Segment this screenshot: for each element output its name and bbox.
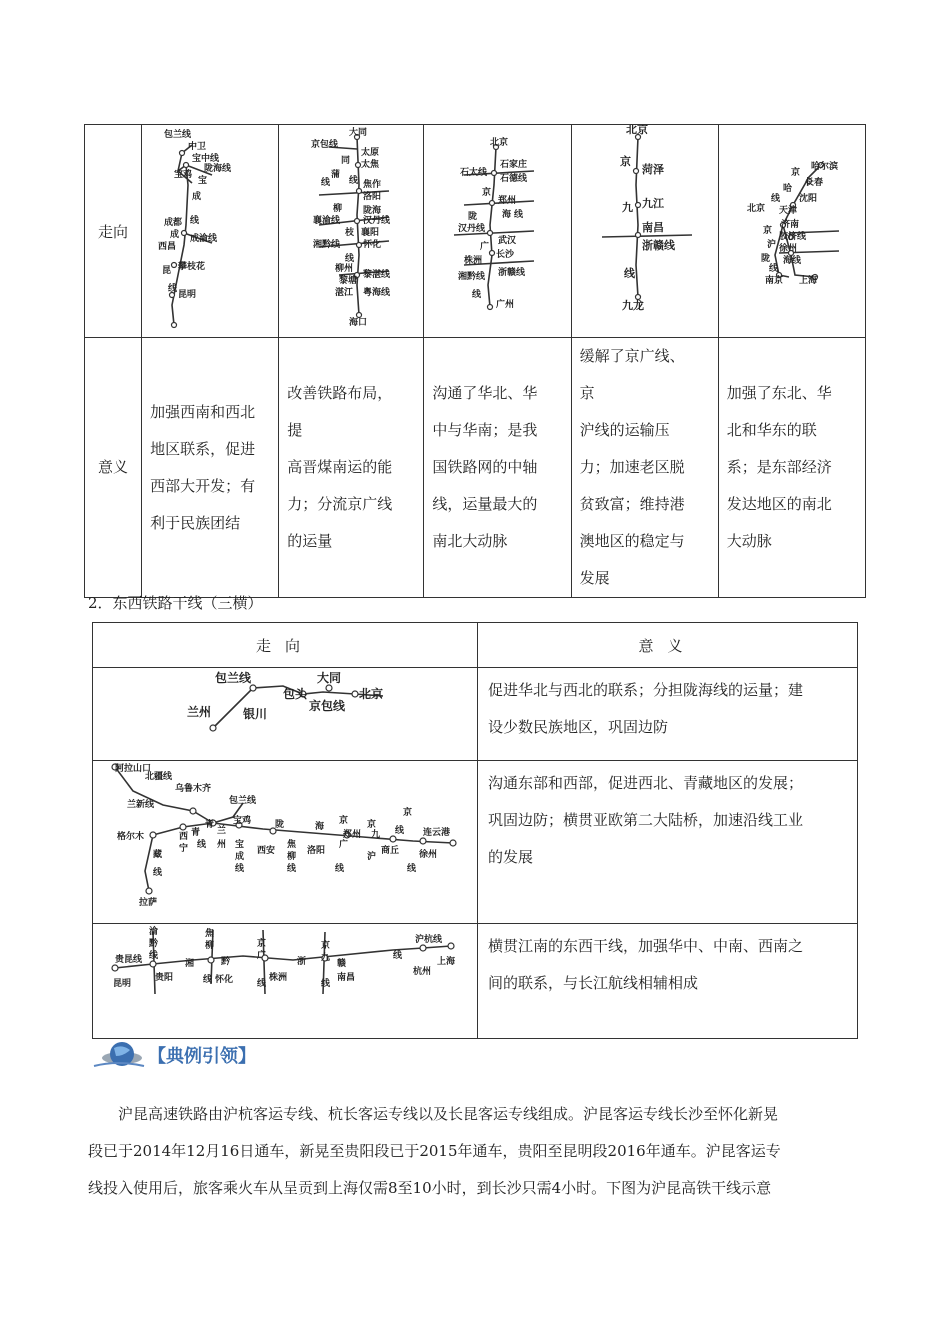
map-label: 沪 — [367, 852, 377, 862]
map-huhang-zhegan — [93, 924, 478, 1039]
station-dot — [352, 691, 358, 697]
map-label: 京 — [762, 226, 772, 236]
map-label: 的运量 — [287, 532, 333, 550]
map-label: 成 — [170, 230, 180, 240]
map-label: 线 — [623, 267, 635, 280]
station-dot — [450, 840, 456, 846]
map-label: 上海 — [798, 276, 817, 286]
map-label: 九 — [621, 201, 633, 214]
station-dot — [150, 832, 156, 838]
station-dot — [180, 824, 186, 830]
map-label: 格尔木 — [117, 832, 145, 842]
map-label: 浙 — [297, 957, 307, 967]
station-dot — [488, 305, 493, 310]
map-label: 京 — [579, 384, 595, 402]
map-label: 京包线 — [311, 140, 339, 150]
map-label: 贵阳 — [155, 973, 174, 983]
map-label: 哈 — [782, 184, 792, 194]
direction-row — [85, 125, 866, 338]
map-label: 横贯江南的东西干线，加强华中、中南、西南之 — [488, 937, 804, 955]
map-label: 大同 — [317, 671, 342, 685]
map-label: 九 — [371, 830, 381, 840]
map-label: 西昌 — [158, 242, 177, 252]
map-lanxin-longhai — [93, 761, 478, 924]
ew-row-3 — [93, 924, 858, 1039]
row-header-direction: 走向 — [85, 125, 142, 338]
map-label: 利于民族团结 — [150, 513, 241, 532]
map-label: 线 — [393, 951, 403, 961]
map-label: 澳地区的稳定与 — [579, 532, 685, 550]
railway-map-longhai — [93, 761, 477, 919]
map-label: 昆明 — [113, 979, 132, 989]
map-label: 京 — [367, 820, 377, 830]
map-label: 发达地区的南北 — [726, 495, 832, 513]
map-label: 襄渝线 — [313, 216, 341, 226]
meaning-2 — [279, 338, 424, 598]
map-label: 怀化 — [363, 240, 382, 250]
map-label: 兰州 — [187, 705, 212, 719]
station-dot — [355, 219, 360, 224]
map-label: 西安 — [257, 846, 276, 856]
station-dot — [357, 313, 362, 318]
map-label: 贵昆线 — [115, 955, 143, 965]
station-dot — [420, 838, 426, 844]
map-label: 石太线 — [460, 168, 488, 178]
map-label: 粤海线 — [363, 288, 391, 298]
meaning-5 — [718, 338, 865, 598]
map-label: 沪杭线 — [415, 935, 443, 945]
map-label: 线 — [349, 176, 359, 186]
map-label: 提 — [287, 421, 303, 439]
map-label: 连云港 — [423, 828, 451, 838]
map-label: 京包线 — [309, 699, 346, 713]
map-label: 兰 — [217, 826, 227, 836]
map-label: 武汉 — [498, 236, 517, 246]
map-label: 线 — [203, 975, 213, 985]
map-label: 大动脉 — [726, 532, 772, 550]
map-label: 成 — [235, 852, 245, 862]
meaning-1 — [142, 338, 279, 598]
map-label: 线 — [514, 210, 524, 220]
map-label: 汉丹线 — [363, 216, 391, 226]
map-label: 洛阳 — [363, 192, 382, 202]
map-label: 陇海 — [363, 206, 382, 216]
map-label: 北京 — [625, 125, 648, 136]
map-label: 宝鸡 — [174, 170, 193, 180]
map-label: 长春 — [804, 178, 823, 188]
map-label: 加强西南和西北 — [150, 402, 256, 421]
map-label: 缓解了京广线、 — [579, 347, 685, 365]
map-label: 柳 — [205, 941, 215, 951]
map-label: 的发展 — [488, 848, 534, 866]
map-label: 间的联系，与长江航线相辅相成 — [488, 974, 699, 992]
map-label: 九龙 — [621, 299, 644, 312]
map-baocheng-chengkun — [142, 125, 279, 338]
map-label: 系；是东部经济 — [726, 458, 832, 476]
map-label: 上海 — [437, 957, 456, 967]
map-label: 北京 — [490, 138, 509, 148]
railway-map-3 — [424, 125, 570, 333]
map-label: 浙赣线 — [641, 239, 675, 252]
rail-line — [636, 137, 638, 297]
railway-map-jingbao — [93, 668, 477, 756]
map-label: 九江 — [641, 197, 664, 210]
station-dot — [492, 171, 497, 176]
map-label: 北京 — [359, 687, 384, 701]
east-west-lines-table — [92, 622, 858, 1039]
map-label: 线 — [321, 178, 331, 188]
map-label: 湘 — [185, 959, 195, 969]
map-label: 拉萨 — [139, 898, 158, 908]
map-label: 广州 — [496, 300, 515, 310]
map-label: 南京 — [764, 276, 783, 286]
map-label: 石德线 — [500, 174, 528, 184]
ew-row-2 — [93, 761, 858, 924]
map-label: 焦 — [205, 929, 215, 939]
map-label: 昆 — [162, 266, 172, 276]
map-label: 胶济线 — [778, 232, 806, 242]
map-label: 国铁路网的中轴 — [432, 458, 538, 476]
map-label: 宝中线 — [192, 154, 220, 164]
map-label: 设少数民族地区，巩固边防 — [488, 718, 669, 736]
station-dot — [112, 965, 118, 971]
map-label: 中与华南；是我 — [432, 421, 538, 439]
map-label: 广 — [339, 840, 349, 850]
map-label: 京 — [619, 155, 631, 168]
map-label: 广 — [480, 242, 490, 252]
map-label: 攀枝花 — [178, 262, 206, 272]
map-label: 线 — [768, 264, 778, 274]
map-label: 州 — [217, 840, 227, 850]
map-label: 陇 — [760, 254, 770, 264]
header-meaning: 意义 — [478, 623, 858, 668]
station-dot — [146, 888, 152, 894]
map-label: 海口 — [349, 318, 368, 328]
railway-map-2 — [279, 125, 423, 333]
railway-map-zhegan — [93, 924, 477, 1034]
globe-icon — [88, 1036, 148, 1076]
map-label: 长沙 — [496, 250, 515, 260]
map-label: 地区联系，促进 — [150, 439, 256, 458]
station-dot — [184, 163, 189, 168]
map-label: 哈尔滨 — [810, 162, 838, 172]
map-label: 焦 — [287, 840, 297, 850]
map-label: 枝 — [345, 228, 355, 238]
station-dot — [488, 231, 493, 236]
map-label: 株洲 — [464, 256, 483, 266]
map-label: 兰新线 — [127, 800, 155, 810]
map-label: 包兰线 — [215, 671, 252, 685]
map-label: 中卫 — [188, 142, 207, 152]
map-label: 银川 — [243, 707, 268, 721]
map-label: 同 — [341, 156, 351, 166]
map-label: 线 — [190, 216, 200, 226]
map-label: 沪 — [766, 240, 776, 250]
station-dot — [356, 163, 361, 168]
map-label: 九 — [321, 953, 331, 963]
station-dot — [182, 231, 187, 236]
map-label: 高晋煤南运的能 — [287, 458, 393, 476]
map-label: 襄阳 — [361, 228, 380, 238]
rail-line — [602, 235, 692, 237]
station-dot — [357, 189, 362, 194]
map-label: 京 — [403, 808, 413, 818]
map-jiaoliu — [279, 125, 424, 338]
map-label: 促进华北与西北的联系；分担陇海线的运量；建 — [488, 681, 804, 699]
map-label: 柳 — [333, 204, 343, 214]
ew-meaning-2 — [478, 761, 858, 924]
map-label: 太焦 — [361, 160, 380, 170]
map-jingha-jinghu — [718, 125, 865, 338]
map-label: 怀化 — [215, 975, 234, 985]
map-label: 京 — [482, 188, 492, 198]
map-label: 阿拉山口 — [115, 764, 152, 774]
map-label: 巩固边防；横贯亚欧第二大陆桥，加速沿线工业 — [488, 811, 804, 829]
header-direction: 走向 — [93, 623, 478, 668]
map-label: 段已于2014年12月16日通车，新晃至贵阳段已于2015年通车，贵阳至昆明段2016年通车。沪昆客运专 — [88, 1142, 781, 1160]
map-label: 成都 — [164, 218, 183, 228]
map-label: 线 — [395, 826, 405, 836]
station-dot — [250, 685, 256, 691]
map-label: 线 — [335, 864, 345, 874]
meaning-row — [85, 338, 866, 598]
map-label: 线投入使用后，旅客乘火车从呈贡到上海仅需8至10小时，到长沙只需4小时。下图为沪昆高铁干线示意 — [88, 1179, 772, 1197]
map-label: 沪线的运输压 — [579, 421, 670, 439]
meaning-3 — [424, 338, 571, 598]
map-label: 宝 — [198, 176, 208, 186]
map-label: 沟通东部和西部，促进西北、青藏地区的发展； — [488, 774, 804, 792]
map-label: 发展 — [579, 569, 610, 587]
station-dot — [180, 151, 185, 156]
map-label: 浙赣线 — [498, 268, 526, 278]
map-label: 线 — [168, 284, 178, 294]
map-label: 渝 — [149, 927, 159, 937]
map-label: 商丘 — [381, 846, 400, 856]
map-label: 青 — [205, 820, 215, 830]
railway-map-4 — [572, 125, 718, 333]
map-label: 陇 — [468, 212, 478, 222]
station-dot — [172, 263, 177, 268]
map-label: 贫致富；维持港 — [579, 495, 685, 513]
map-label: 青 — [191, 828, 201, 838]
map-label: 包兰线 — [229, 796, 257, 806]
map-label: 京 — [339, 816, 349, 826]
map-label: 蒲 — [331, 170, 341, 180]
map-label: 湘黔线 — [313, 240, 341, 250]
map-label: 西部大开发；有 — [150, 476, 256, 495]
map-label: 南昌 — [337, 973, 356, 983]
map-label: 藏 — [153, 850, 163, 860]
railway-map-5 — [719, 125, 865, 333]
map-label: 洛阳 — [307, 846, 326, 856]
map-label: 海 — [502, 210, 512, 220]
map-jingguang — [424, 125, 571, 338]
map-label: 沈阳 — [798, 194, 817, 204]
map-label: 线 — [345, 254, 355, 264]
station-dot — [420, 945, 426, 951]
map-label: 沟通了华北、华 — [432, 384, 538, 402]
map-label: 南昌 — [641, 221, 664, 234]
map-label: 赣 — [337, 959, 347, 969]
map-label: 黔 — [149, 939, 159, 949]
map-label: 线 — [770, 194, 780, 204]
map-label: 广 — [257, 951, 267, 961]
map-label: 柳州 — [335, 264, 354, 274]
station-dot — [357, 243, 362, 248]
railway-map-1 — [142, 125, 278, 333]
map-label: 力；分流京广线 — [287, 495, 393, 513]
map-label: 线 — [321, 979, 331, 989]
example-paragraph — [88, 1096, 866, 1207]
map-label: 株洲 — [269, 973, 288, 983]
ew-meaning-1 — [478, 668, 858, 761]
map-label: 杭州 — [413, 967, 432, 977]
map-label: 线 — [257, 979, 267, 989]
map-label: 黎塘 — [339, 276, 358, 286]
station-dot — [490, 251, 495, 256]
map-label: 黎湛线 — [363, 270, 391, 280]
map-label: 北疆线 — [145, 772, 173, 782]
map-label: 线，运量最大的 — [432, 495, 538, 513]
map-label: 徐州 — [419, 850, 438, 860]
station-dot — [448, 943, 454, 949]
map-label: 京 — [257, 939, 267, 949]
label: 包兰线 — [164, 130, 192, 140]
map-label: 线 — [197, 840, 207, 850]
map-label: 线 — [407, 864, 417, 874]
map-label: 大同 — [349, 128, 368, 138]
map-label: 徐州 — [778, 244, 797, 254]
map-label: 石家庄 — [500, 160, 528, 170]
map-label: 海 — [315, 822, 325, 832]
map-label: 成 — [192, 192, 202, 202]
map-label: 京 — [790, 168, 800, 178]
map-label: 宝 — [235, 840, 245, 850]
example-banner — [88, 1036, 288, 1076]
station-dot — [635, 203, 640, 208]
map-label: 线 — [472, 290, 482, 300]
map-label: 宝鸡 — [233, 816, 252, 826]
ew-meaning-3 — [478, 924, 858, 1039]
map-label: 力；加速老区脱 — [579, 458, 685, 476]
map-label: 包头 — [283, 687, 308, 701]
map-label: 北京 — [746, 204, 765, 214]
map-label: 宁 — [179, 844, 189, 854]
map-label: 成渝线 — [190, 234, 218, 244]
map-label: 京 — [321, 941, 331, 951]
map-label: 北和华东的联 — [726, 421, 817, 439]
map-jingbao-baolan — [93, 668, 478, 761]
map-label: 陇 — [275, 820, 285, 830]
station-dot — [210, 725, 216, 731]
map-label: 菏泽 — [641, 163, 664, 176]
meaning-4 — [571, 338, 718, 598]
map-label: 海线 — [782, 256, 801, 266]
header-row — [93, 623, 858, 668]
map-label: 陇海线 — [204, 164, 232, 174]
map-label: 改善铁路布局， — [287, 384, 393, 402]
section-title: 2．东西铁路干线（三横） — [88, 594, 263, 612]
row-header-meaning: 意义 — [85, 338, 142, 598]
station-dot — [326, 685, 332, 691]
map-label: 湛江 — [335, 288, 354, 298]
map-label: 焦作 — [363, 180, 382, 190]
map-label: 汉丹线 — [458, 224, 486, 234]
south-north-lines-table — [84, 124, 866, 598]
map-jingjiu — [571, 125, 718, 338]
map-label: 天津 — [778, 206, 797, 216]
ew-row-1 — [93, 668, 858, 761]
station-dot — [390, 836, 396, 842]
map-label: 黔 — [221, 957, 231, 967]
map-label: 柳 — [287, 852, 297, 862]
rail-line — [145, 835, 153, 891]
station-dot — [172, 323, 177, 328]
station-dot — [490, 201, 495, 206]
map-label: 线 — [149, 951, 159, 961]
map-label: 加强了东北、华 — [726, 384, 832, 402]
station-dot — [150, 961, 156, 967]
station-dot — [633, 169, 638, 174]
station-dot — [635, 233, 640, 238]
station-dot — [208, 957, 214, 963]
map-label: 沪昆高速铁路由沪杭客运专线、杭长客运专线以及长昆客运专线组成。沪昆客运专线长沙至怀化新晃 — [118, 1105, 779, 1123]
map-label: 线 — [153, 868, 163, 878]
map-label: 昆明 — [178, 290, 197, 300]
map-label: 郑州 — [498, 196, 517, 206]
station-dot — [190, 808, 196, 814]
map-label: 郑州 — [343, 830, 362, 840]
map-label: 西 — [179, 832, 189, 842]
map-label: 南北大动脉 — [432, 532, 508, 550]
map-label: 线 — [287, 864, 297, 874]
map-label: 济南 — [780, 220, 799, 230]
example-banner-title: 【典例引领】 — [148, 1046, 256, 1067]
map-label: 太原 — [361, 148, 380, 158]
map-label: 线 — [235, 864, 245, 874]
map-label: 乌鲁木齐 — [175, 784, 212, 794]
map-label: 湘黔线 — [458, 272, 486, 282]
